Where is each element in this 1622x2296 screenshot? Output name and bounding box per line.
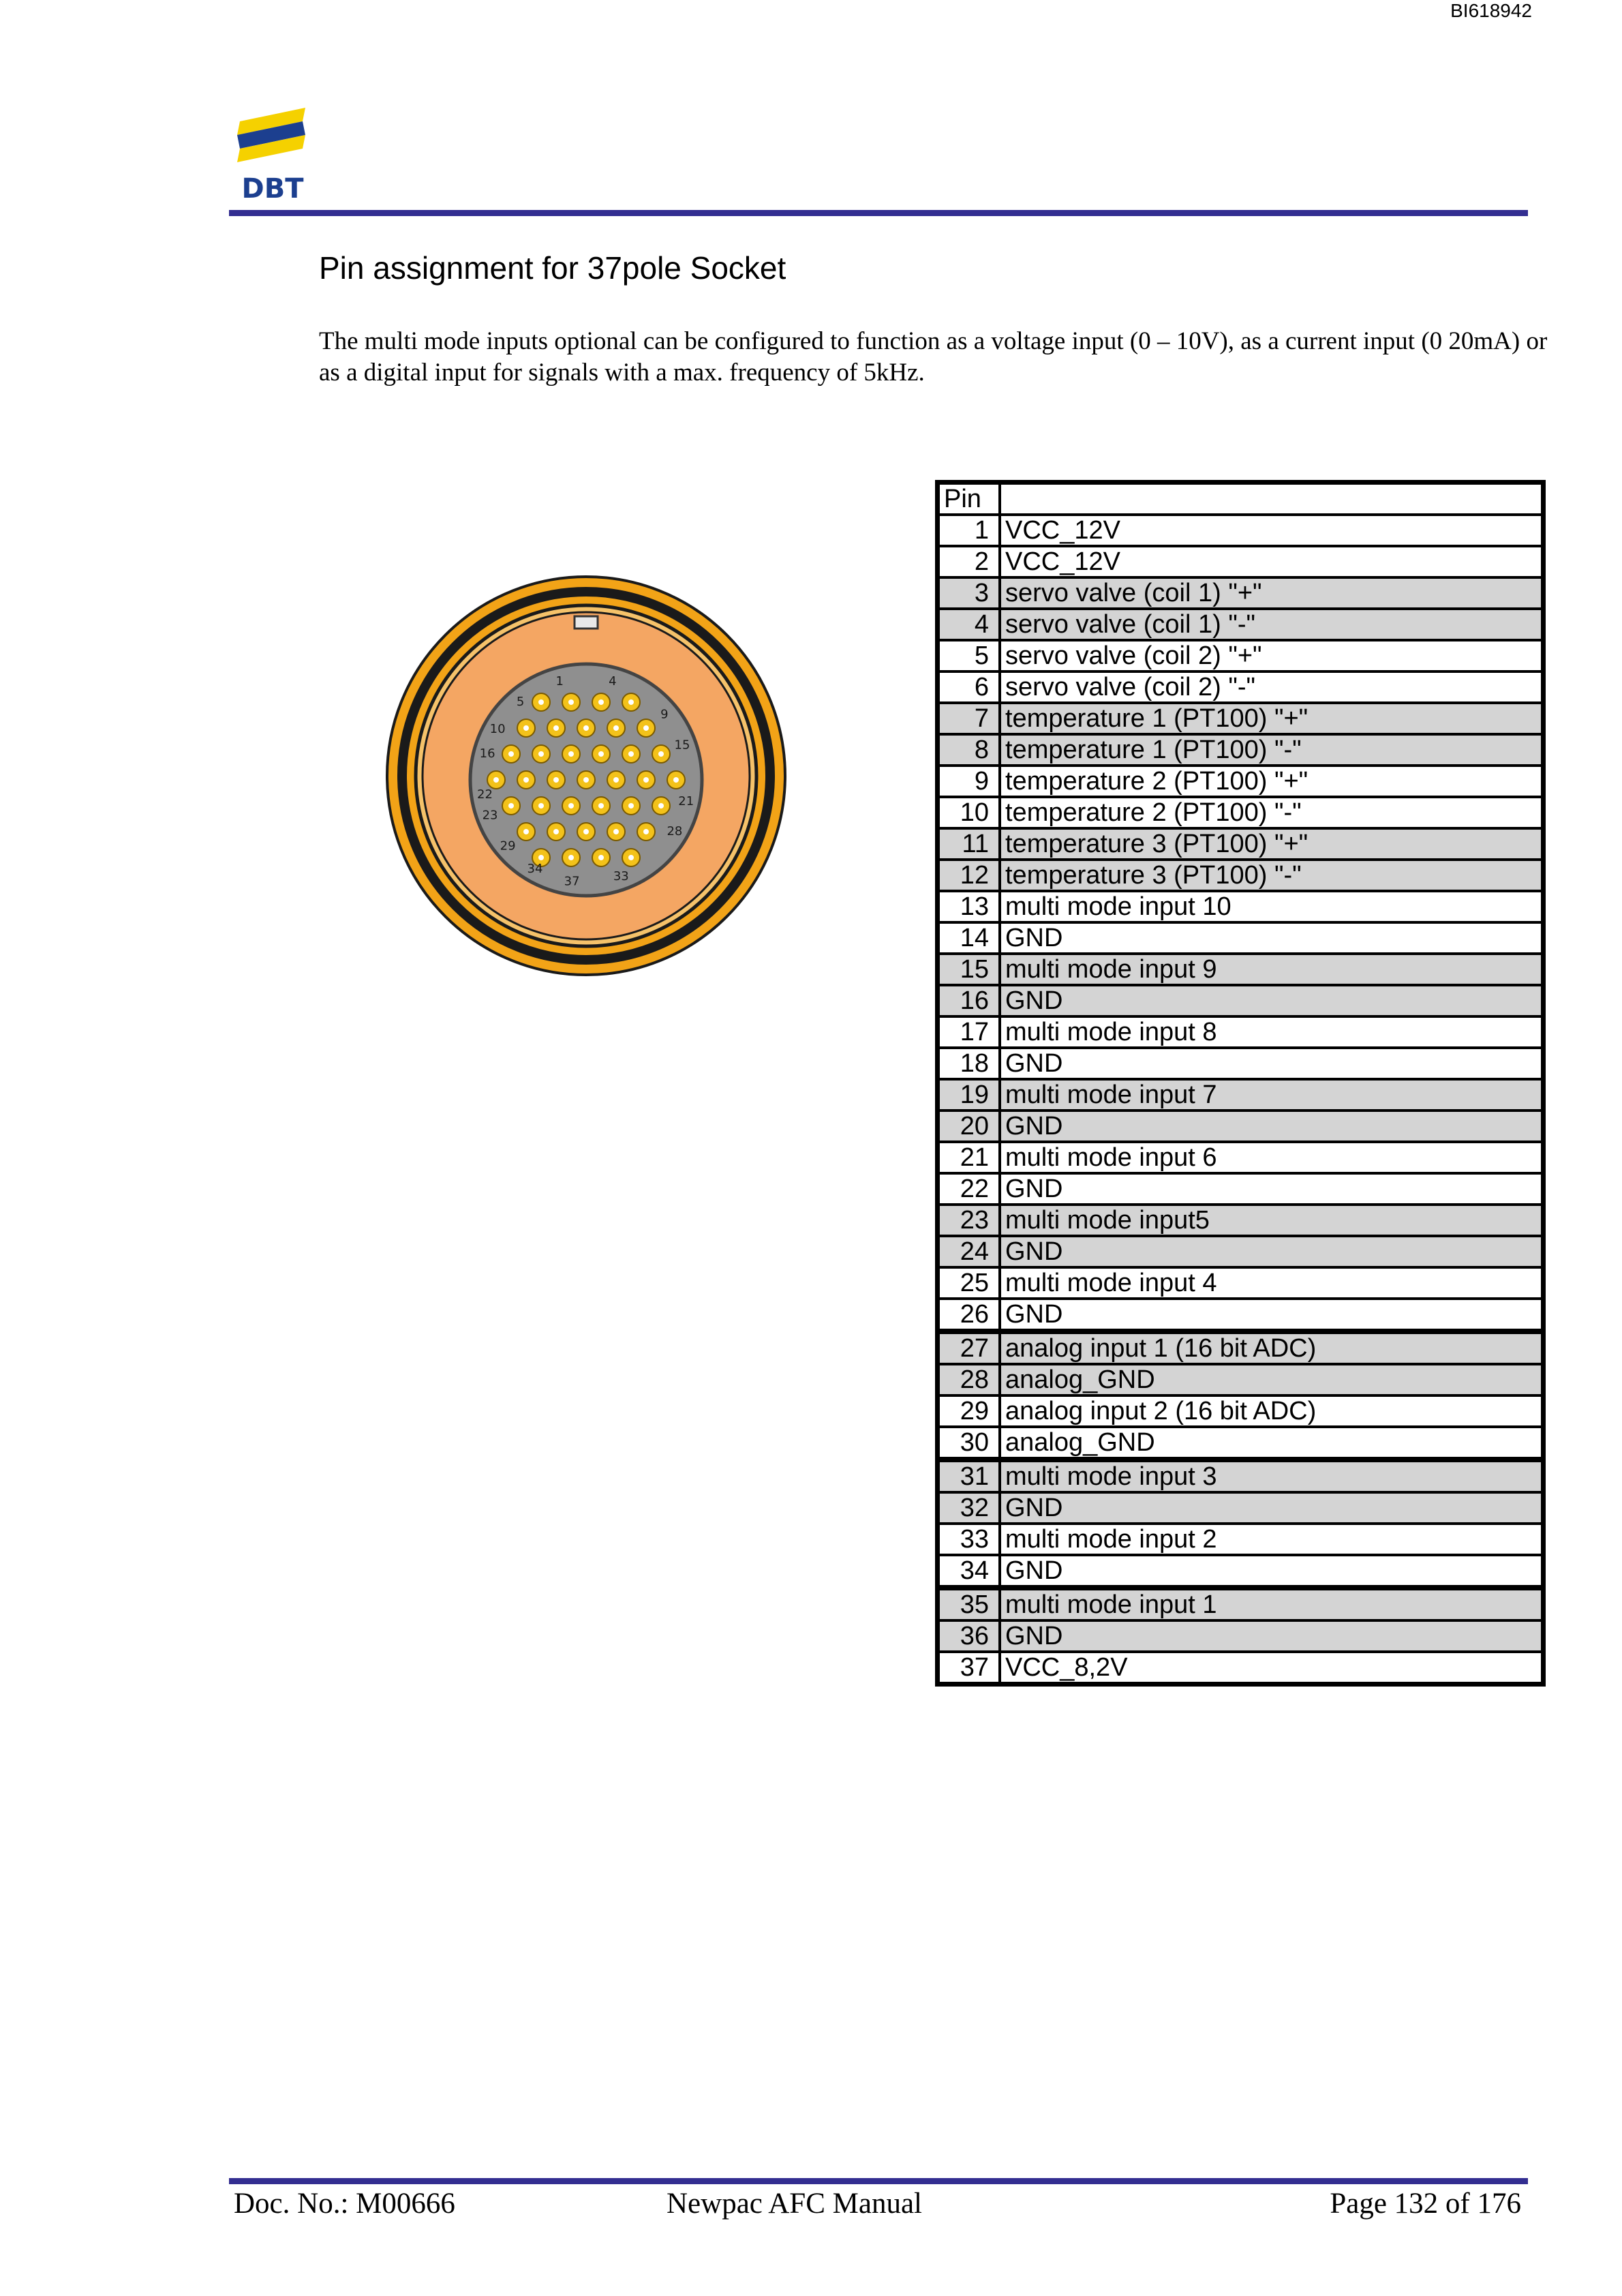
socket-pin-hole [628,751,634,757]
pin-signal: GND [1000,985,1544,1016]
table-row [938,1267,1544,1299]
pin-signal: temperature 2 (PT100) "-" [1000,797,1544,828]
socket-pin-hole [553,777,559,783]
socket-pin-hole [598,751,604,757]
socket-pin-hole [613,725,619,731]
table-row [938,1395,1544,1427]
socket-pin-hole [538,751,544,757]
connector-pin-label: 23 [482,808,498,823]
footer-manual-name: Newpac AFC Manual [667,2188,922,2220]
table-header-row [938,483,1544,515]
socket-pin-hole [568,855,574,860]
socket-pin-hole [508,803,514,809]
svg-text:DBT: DBT [241,173,304,205]
pin-signal: GND [1000,922,1544,954]
pin-signal: VCC_12V [1000,515,1544,546]
pin-signal: multi mode input 3 [1000,1460,1544,1492]
socket-pin-hole [613,829,619,834]
table-row [938,860,1544,891]
pin-number: 19 [938,1079,1000,1111]
table-row [938,1427,1544,1460]
table-row [938,577,1544,609]
table-row [938,1331,1544,1364]
table-row [938,1299,1544,1331]
pin-signal: temperature 1 (PT100) "-" [1000,734,1544,766]
pin-signal: GND [1000,1111,1544,1142]
table-row [938,1173,1544,1205]
socket-pin-hole [613,777,619,783]
pin-number: 24 [938,1236,1000,1267]
socket-pin-hole [658,751,664,757]
connector-pin-label: 10 [489,722,506,736]
socket-pin-hole [583,725,589,731]
pin-number: 4 [938,609,1000,640]
table-row [938,1492,1544,1524]
pin-number: 20 [938,1111,1000,1142]
pin-number: 36 [938,1620,1000,1652]
connector-pin-label: 28 [667,824,683,839]
socket-pin-hole [583,829,589,834]
pin-signal: analog input 2 (16 bit ADC) [1000,1395,1544,1427]
pin-signal: multi mode input 2 [1000,1524,1544,1555]
pin-signal: VCC_12V [1000,546,1544,577]
pin-signal: servo valve (coil 1) "-" [1000,609,1544,640]
socket-pin-hole [598,803,604,809]
pin-number: 26 [938,1299,1000,1331]
pin-signal: multi mode input 4 [1000,1267,1544,1299]
table-row [938,1111,1544,1142]
table-row [938,546,1544,577]
pin-number: 37 [938,1652,1000,1685]
pin-signal: multi mode input 10 [1000,891,1544,922]
pin-number: 3 [938,577,1000,609]
pin-signal: multi mode input 8 [1000,1016,1544,1048]
table-row [938,1652,1544,1685]
pin-number: 34 [938,1555,1000,1588]
socket-pin-hole [568,751,574,757]
intro-paragraph: The multi mode inputs optional can be configured to function as a voltage input (0 – 10V), as a current input (0 20mA) or as a digital input for signals with a max. frequency of 5kHz. [319,327,1548,387]
pin-signal: multi mode input 1 [1000,1588,1544,1620]
table-row [938,954,1544,985]
pin-number: 17 [938,1016,1000,1048]
socket-pin-hole [658,803,664,809]
pin-signal: multi mode input5 [1000,1205,1544,1236]
table-row [938,1236,1544,1267]
socket-pin-hole [643,777,649,783]
connector-pin-label: 22 [477,787,493,802]
signal-column-header [1000,483,1544,515]
pin-signal: GND [1000,1620,1544,1652]
pin-number: 33 [938,1524,1000,1555]
connector-pin-label: 15 [674,738,690,753]
pin-number: 11 [938,828,1000,860]
pin-number: 18 [938,1048,1000,1079]
footer-doc-number: Doc. No.: M00666 [234,2188,455,2220]
table-row [938,609,1544,640]
pin-signal: analog_GND [1000,1427,1544,1460]
table-row [938,797,1544,828]
pin-number: 31 [938,1460,1000,1492]
pin-number: 15 [938,954,1000,985]
pin-number: 28 [938,1364,1000,1395]
socket-pin-hole [538,699,544,705]
socket-connector-diagram [382,571,791,980]
pin-number: 23 [938,1205,1000,1236]
pin-number: 13 [938,891,1000,922]
pin-signal: GND [1000,1555,1544,1588]
socket-pin-hole [493,777,499,783]
connector-pin-label: 16 [479,746,495,761]
table-row [938,1620,1544,1652]
table-row [938,640,1544,671]
connector-pin-label: 9 [660,707,669,722]
section-title: Pin assignment for 37pole Socket [319,250,786,286]
table-row [938,1048,1544,1079]
connector-pin-label: 33 [613,868,629,883]
pin-signal: multi mode input 9 [1000,954,1544,985]
connector-pin-label: 4 [609,674,617,689]
socket-pin-hole [598,699,604,705]
pin-number: 29 [938,1395,1000,1427]
table-row [938,1079,1544,1111]
socket-pin-hole [598,855,604,860]
table-row [938,1588,1544,1620]
connector-pin-label: 5 [516,695,525,710]
pin-assignment-table [935,480,1546,1687]
document-id: BI618942 [1450,0,1532,21]
header-rule [229,210,1528,216]
pin-number: 14 [938,922,1000,954]
pin-signal: GND [1000,1048,1544,1079]
pin-number: 10 [938,797,1000,828]
pin-number: 35 [938,1588,1000,1620]
pin-number: 6 [938,671,1000,703]
table-row [938,828,1544,860]
pin-signal: temperature 3 (PT100) "+" [1000,828,1544,860]
table-row [938,1555,1544,1588]
pin-number: 32 [938,1492,1000,1524]
table-row [938,922,1544,954]
socket-pin-hole [538,855,544,860]
socket-pin-hole [523,777,529,783]
pin-number: 2 [938,546,1000,577]
table-row [938,671,1544,703]
pin-signal: temperature 1 (PT100) "+" [1000,703,1544,734]
dbt-logo [232,95,313,205]
pin-signal: analog_GND [1000,1364,1544,1395]
pin-signal: GND [1000,1299,1544,1331]
pin-number: 22 [938,1173,1000,1205]
socket-pin-hole [628,855,634,860]
table-row [938,1016,1544,1048]
socket-pin-hole [508,751,514,757]
socket-pin-hole [583,777,589,783]
pin-signal: multi mode input 7 [1000,1079,1544,1111]
footer-rule [229,2178,1528,2184]
socket-pin-hole [523,829,529,834]
socket-pin-hole [628,803,634,809]
socket-pin-hole [568,803,574,809]
socket-pin-hole [628,699,634,705]
table-row [938,891,1544,922]
table-row [938,734,1544,766]
pin-number: 1 [938,515,1000,546]
table-row [938,1142,1544,1173]
socket-pin-hole [553,829,559,834]
pin-signal: temperature 2 (PT100) "+" [1000,766,1544,797]
table-row [938,766,1544,797]
pin-number: 8 [938,734,1000,766]
pin-number: 9 [938,766,1000,797]
socket-pin-hole [673,777,679,783]
socket-pin-hole [643,829,649,834]
connector-pin-label: 37 [564,874,580,889]
pin-signal: GND [1000,1173,1544,1205]
pin-number: 21 [938,1142,1000,1173]
pin-signal: servo valve (coil 2) "+" [1000,640,1544,671]
socket-pin-hole [643,725,649,731]
socket-pin-hole [553,725,559,731]
connector-pin-label: 21 [678,794,694,809]
connector-pin-label: 29 [500,839,516,854]
table-row [938,985,1544,1016]
table-row [938,1364,1544,1395]
pin-number: 16 [938,985,1000,1016]
connector-pin-label: 1 [555,674,564,689]
pin-number: 5 [938,640,1000,671]
socket-pin-hole [538,803,544,809]
pin-number: 27 [938,1331,1000,1364]
pin-number: 25 [938,1267,1000,1299]
pin-number: 12 [938,860,1000,891]
pin-column-header: Pin [938,483,1000,515]
pin-signal: multi mode input 6 [1000,1142,1544,1173]
pin-number: 7 [938,703,1000,734]
pin-signal: servo valve (coil 2) "-" [1000,671,1544,703]
pin-signal: GND [1000,1236,1544,1267]
table-row [938,1524,1544,1555]
table-row [938,1460,1544,1492]
pin-signal: servo valve (coil 1) "+" [1000,577,1544,609]
socket-pin-hole [568,699,574,705]
connector-pin-label: 34 [527,861,543,876]
pin-signal: GND [1000,1492,1544,1524]
table-row [938,1205,1544,1236]
table-row [938,515,1544,546]
table-row [938,703,1544,734]
pin-signal: analog input 1 (16 bit ADC) [1000,1331,1544,1364]
footer-page-number: Page 132 of 176 [1330,2188,1521,2220]
pin-signal: VCC_8,2V [1000,1652,1544,1685]
socket-pin-hole [523,725,529,731]
pin-number: 30 [938,1427,1000,1460]
pin-signal: temperature 3 (PT100) "-" [1000,860,1544,891]
